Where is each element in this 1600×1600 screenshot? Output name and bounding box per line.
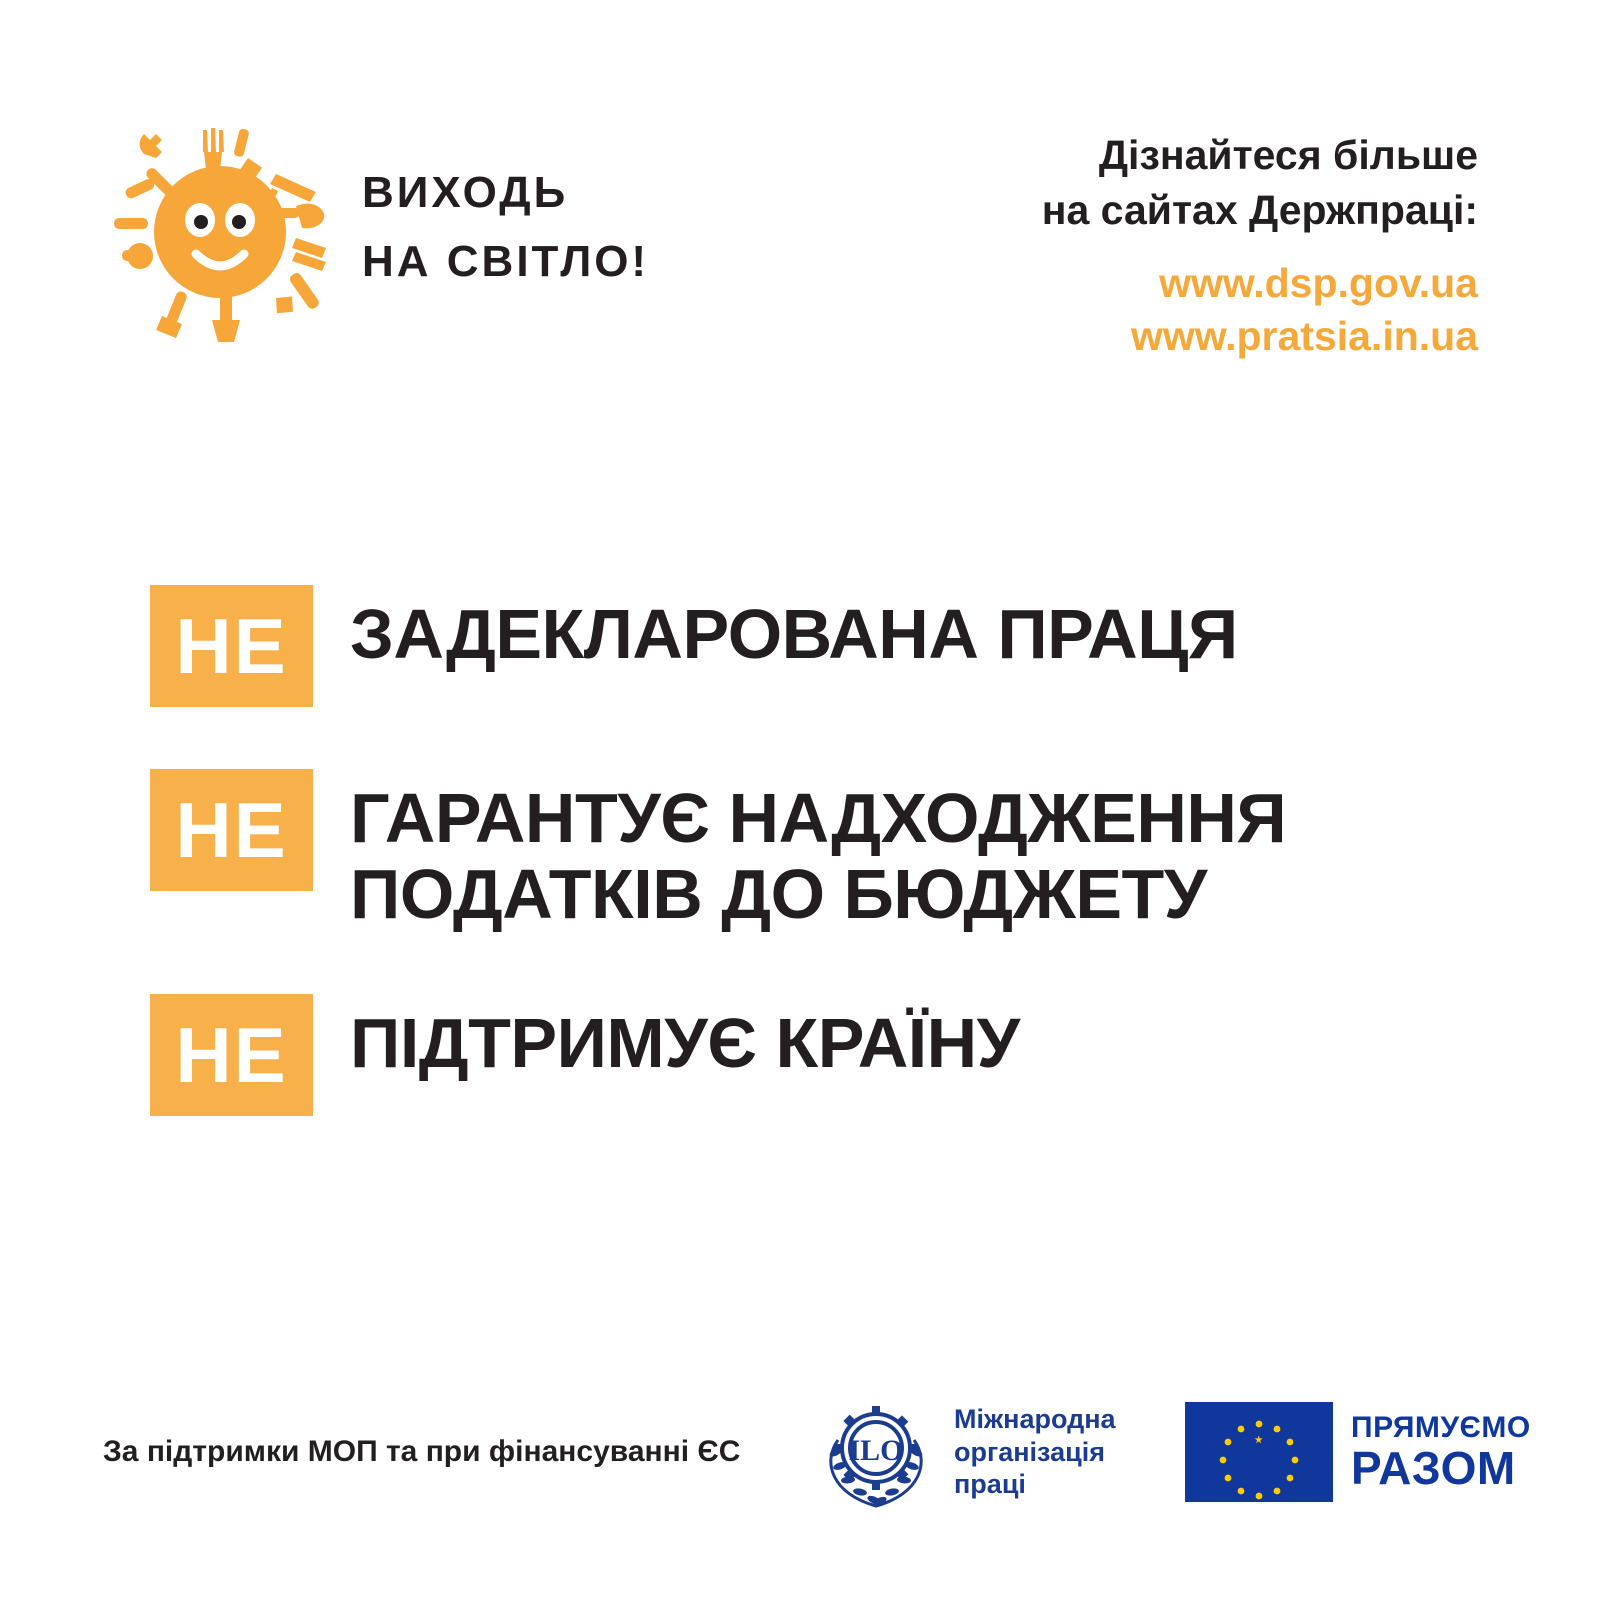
- claim-text: [350, 585, 1238, 673]
- brand-text: [362, 159, 649, 295]
- claim-text: [350, 994, 1020, 1082]
- ilo-name: [954, 1403, 1116, 1502]
- brand-line-1: ВИХОДЬ: [362, 168, 569, 218]
- ilo-name-line-2: організація: [954, 1436, 1105, 1467]
- sun-character-with-tools-icon: [100, 110, 340, 345]
- claim-item: [150, 585, 1550, 707]
- claim-text: [350, 769, 1286, 932]
- ilo-logo-block: [812, 1388, 1116, 1516]
- more-info-block: [1042, 128, 1478, 363]
- brand-line-2: НА СВІТЛО!: [362, 236, 650, 286]
- svg-text:ILO: ILO: [848, 1434, 904, 1467]
- eu-slogan: [1351, 1411, 1531, 1494]
- claim-line-1: ЗАДЕКЛАРОВАНА ПРАЦЯ: [350, 595, 1238, 673]
- poster-footer: [0, 1382, 1600, 1522]
- eu-slogan-line-1: ПРЯМУЄМО: [1351, 1411, 1531, 1444]
- brand-lockup: [100, 110, 649, 345]
- more-info-line-2: на сайтах Держпраці:: [1041, 187, 1478, 234]
- ilo-gear-laurel-emblem-icon: [812, 1388, 940, 1516]
- eu-logo-block: [1185, 1402, 1531, 1502]
- claim-prefix-badge: НЕ: [150, 585, 313, 707]
- support-note: За підтримки МОП та при фінансуванні ЄС: [103, 1435, 741, 1468]
- claim-line-2: ПОДАТКІВ ДО БЮДЖЕТУ: [350, 854, 1207, 933]
- claims-list: [150, 585, 1550, 1178]
- claim-line-1: ПІДТРИМУЄ КРАЇНУ: [350, 1004, 1020, 1083]
- ilo-name-line-1: Міжнародна: [954, 1403, 1116, 1434]
- link-pratsia-in-ua[interactable]: www.pratsia.in.ua: [1130, 312, 1478, 359]
- claim-item: [150, 769, 1550, 932]
- link-dsp-gov-ua[interactable]: www.dsp.gov.ua: [1159, 259, 1478, 306]
- ilo-name-line-3: праці: [954, 1469, 1026, 1500]
- european-union-flag-icon: [1185, 1402, 1333, 1502]
- poster-header: [0, 0, 1600, 400]
- claim-line-1: ГАРАНТУЄ НАДХОДЖЕННЯ: [350, 779, 1287, 857]
- eu-slogan-line-2: РАЗОМ: [1351, 1442, 1516, 1494]
- claim-item: [150, 994, 1550, 1116]
- claim-prefix-badge: НЕ: [150, 994, 313, 1116]
- claim-prefix-badge: НЕ: [150, 769, 313, 891]
- more-info-line-1: Дізнайтеся більше: [1098, 132, 1478, 178]
